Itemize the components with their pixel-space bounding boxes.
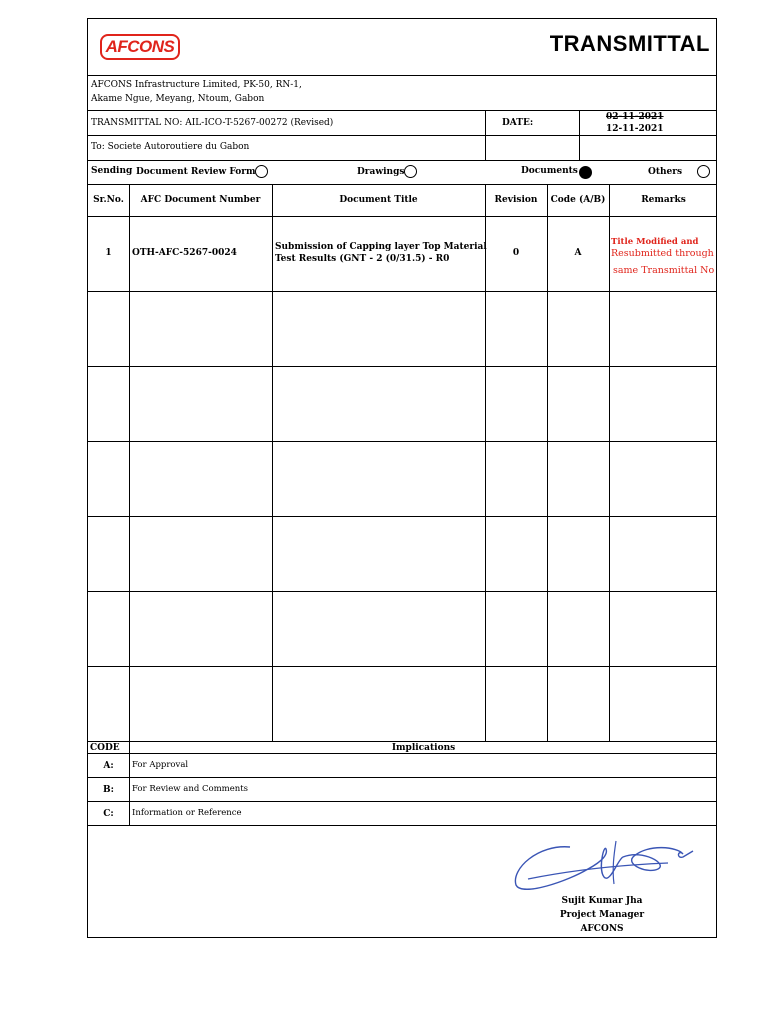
- implications-header: Implications: [391, 743, 456, 753]
- signatory-role: Project Manager: [559, 910, 645, 920]
- transmittal-sheet: [87, 18, 717, 938]
- option-others-label: Others: [648, 167, 683, 177]
- col-header-doc-number: AFC Document Number: [140, 195, 261, 205]
- radio-documents[interactable]: [579, 166, 592, 179]
- sending-label: Sending: [91, 166, 133, 176]
- date-old: 02-11-2021: [606, 112, 664, 122]
- row1-remarks-line2: Resubmitted through: [611, 248, 714, 259]
- row1-doc-number: OTH-AFC-5267-0024: [132, 248, 237, 258]
- col-header-revision: Revision: [494, 195, 538, 205]
- col-header-srno: Sr.No.: [93, 195, 124, 205]
- code-b: B:: [103, 785, 114, 795]
- address-line-2: Akame Ngue, Meyang, Ntoum, Gabon: [91, 94, 265, 104]
- row1-remarks-line3: same Transmittal No: [613, 265, 715, 276]
- code-a: A:: [103, 761, 114, 771]
- address-line-1: AFCONS Infrastructure Limited, PK-50, RN-1,: [91, 80, 302, 90]
- row1-revision: 0: [512, 248, 520, 258]
- page-title: TRANSMITTAL: [549, 31, 710, 56]
- transmittal-number: TRANSMITTAL NO: AIL-ICO-T-5267-00272 (Revised): [91, 118, 334, 128]
- col-header-code: Code (A/B): [550, 195, 606, 205]
- radio-document-review-form[interactable]: [255, 165, 268, 178]
- date-new: 12-11-2021: [606, 124, 664, 134]
- signature-mark: [508, 839, 703, 899]
- code-b-text: For Review and Comments: [132, 784, 248, 794]
- code-c-text: Information or Reference: [132, 808, 242, 818]
- col-header-remarks: Remarks: [641, 195, 686, 205]
- afcons-logo: AFCONS: [100, 34, 180, 60]
- radio-others[interactable]: [697, 165, 710, 178]
- option-drawings-label: Drawings: [357, 167, 405, 177]
- signatory-name: Sujit Kumar Jha: [561, 896, 643, 906]
- row1-remarks-line1: Title Modified and: [611, 237, 699, 247]
- option-document-review-form-label: Document Review Form: [136, 167, 256, 177]
- signatory-company: AFCONS: [580, 924, 624, 934]
- radio-drawings[interactable]: [404, 165, 417, 178]
- row1-code: A: [574, 248, 582, 258]
- date-label: DATE:: [502, 118, 534, 128]
- recipient: To: Societe Autoroutiere du Gabon: [91, 142, 250, 152]
- code-a-text: For Approval: [132, 760, 189, 770]
- code-header: CODE: [90, 743, 120, 753]
- code-c: C:: [103, 809, 114, 819]
- row1-srno: 1: [105, 248, 112, 258]
- col-header-doc-title: Document Title: [339, 195, 418, 205]
- row1-title-line1: Submission of Capping layer Top Material: [275, 242, 487, 252]
- row1-title-line2: Test Results (GNT - 2 (0/31.5) - R0: [275, 254, 450, 264]
- option-documents-label: Documents: [521, 166, 578, 176]
